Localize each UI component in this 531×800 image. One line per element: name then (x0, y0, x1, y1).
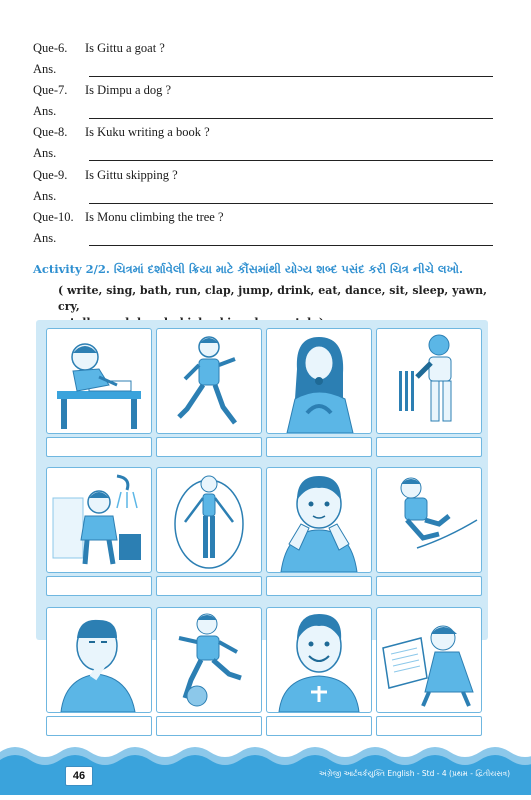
girl-singing-picture (266, 328, 372, 434)
answer-row (33, 228, 493, 250)
answer-line[interactable] (89, 203, 493, 204)
answer-row (33, 101, 493, 123)
question-text: Is Kuku writing a book ? (85, 125, 210, 139)
boy-writing-picture (46, 328, 152, 434)
picture-cell (46, 607, 152, 735)
answer-line[interactable] (89, 160, 493, 161)
answer-box[interactable] (46, 576, 152, 596)
question-row (33, 38, 493, 60)
answer-box[interactable] (46, 716, 152, 736)
question-label: Que-8. (33, 125, 68, 139)
girl-skipping-picture (156, 467, 262, 573)
question-text: Is Gittu a goat ? (85, 41, 165, 55)
answer-box[interactable] (156, 576, 262, 596)
boy-playing-cricket-picture (376, 328, 482, 434)
picture-cell (376, 607, 482, 735)
boy-clapping-picture (266, 467, 372, 573)
answer-box[interactable] (46, 437, 152, 457)
picture-cell (46, 467, 152, 595)
answer-row (33, 186, 493, 208)
picture-cell (266, 607, 372, 735)
picture-cell (156, 607, 262, 735)
boy-smiling-picture (266, 607, 372, 713)
picture-cell (376, 467, 482, 595)
answer-box[interactable] (376, 576, 482, 596)
answer-row (33, 59, 493, 81)
answer-label: Ans. (33, 146, 57, 160)
question-label: Que-6. (33, 41, 68, 55)
answer-box[interactable] (156, 716, 262, 736)
man-thinking-picture (46, 607, 152, 713)
question-text: Is Dimpu a dog ? (85, 83, 172, 97)
activity-title: Activity 2/2. ચિત્રમાં દર્શાવેલી ક્રિયા માટે કૌંસમાંથી યોગ્ય શબ્દ પસંદ કરી ચિત્ર નીચે લખો. (33, 262, 463, 276)
boy-running-picture (156, 328, 262, 434)
answer-label: Ans. (33, 104, 57, 118)
answer-box[interactable] (266, 716, 372, 736)
picture-cell (156, 467, 262, 595)
answer-box[interactable] (156, 437, 262, 457)
picture-grid (36, 320, 488, 640)
boy-kicking-ball-picture (156, 607, 262, 713)
word-bank-line-1: ( write, sing, bath, run, clap, jump, drink, eat, dance, sit, sleep, yawn, cry, (58, 284, 487, 313)
boy-jumping-picture (376, 467, 482, 573)
answer-box[interactable] (266, 437, 372, 457)
picture-cell (266, 328, 372, 456)
girl-reading-picture (376, 607, 482, 713)
question-text: Is Monu climbing the tree ? (85, 210, 224, 224)
picture-cell (156, 328, 262, 456)
question-row (33, 80, 493, 102)
book-title: અંગ્રેજી આર્ટવર્કયુક્તિ English - Std - 4 (પ્રથમ - દ્વિતીયસત્ર) (318, 769, 510, 778)
question-label: Que-7. (33, 83, 68, 97)
answer-box[interactable] (376, 716, 482, 736)
question-row (33, 207, 493, 229)
answer-label: Ans. (33, 189, 57, 203)
answer-row (33, 143, 493, 165)
answer-line[interactable] (89, 76, 493, 77)
answer-line[interactable] (89, 118, 493, 119)
question-row (33, 165, 493, 187)
question-row (33, 122, 493, 144)
answer-label: Ans. (33, 231, 57, 245)
boy-bathing-picture (46, 467, 152, 573)
answer-line[interactable] (89, 245, 493, 246)
answer-box[interactable] (376, 437, 482, 457)
picture-cell (376, 328, 482, 456)
answer-box[interactable] (266, 576, 372, 596)
question-label: Que-10. (33, 210, 74, 224)
picture-cell (266, 467, 372, 595)
question-text: Is Gittu skipping ? (85, 168, 178, 182)
picture-cell (46, 328, 152, 456)
question-label: Que-9. (33, 168, 68, 182)
answer-label: Ans. (33, 62, 57, 76)
page-number: 46 (65, 766, 93, 786)
